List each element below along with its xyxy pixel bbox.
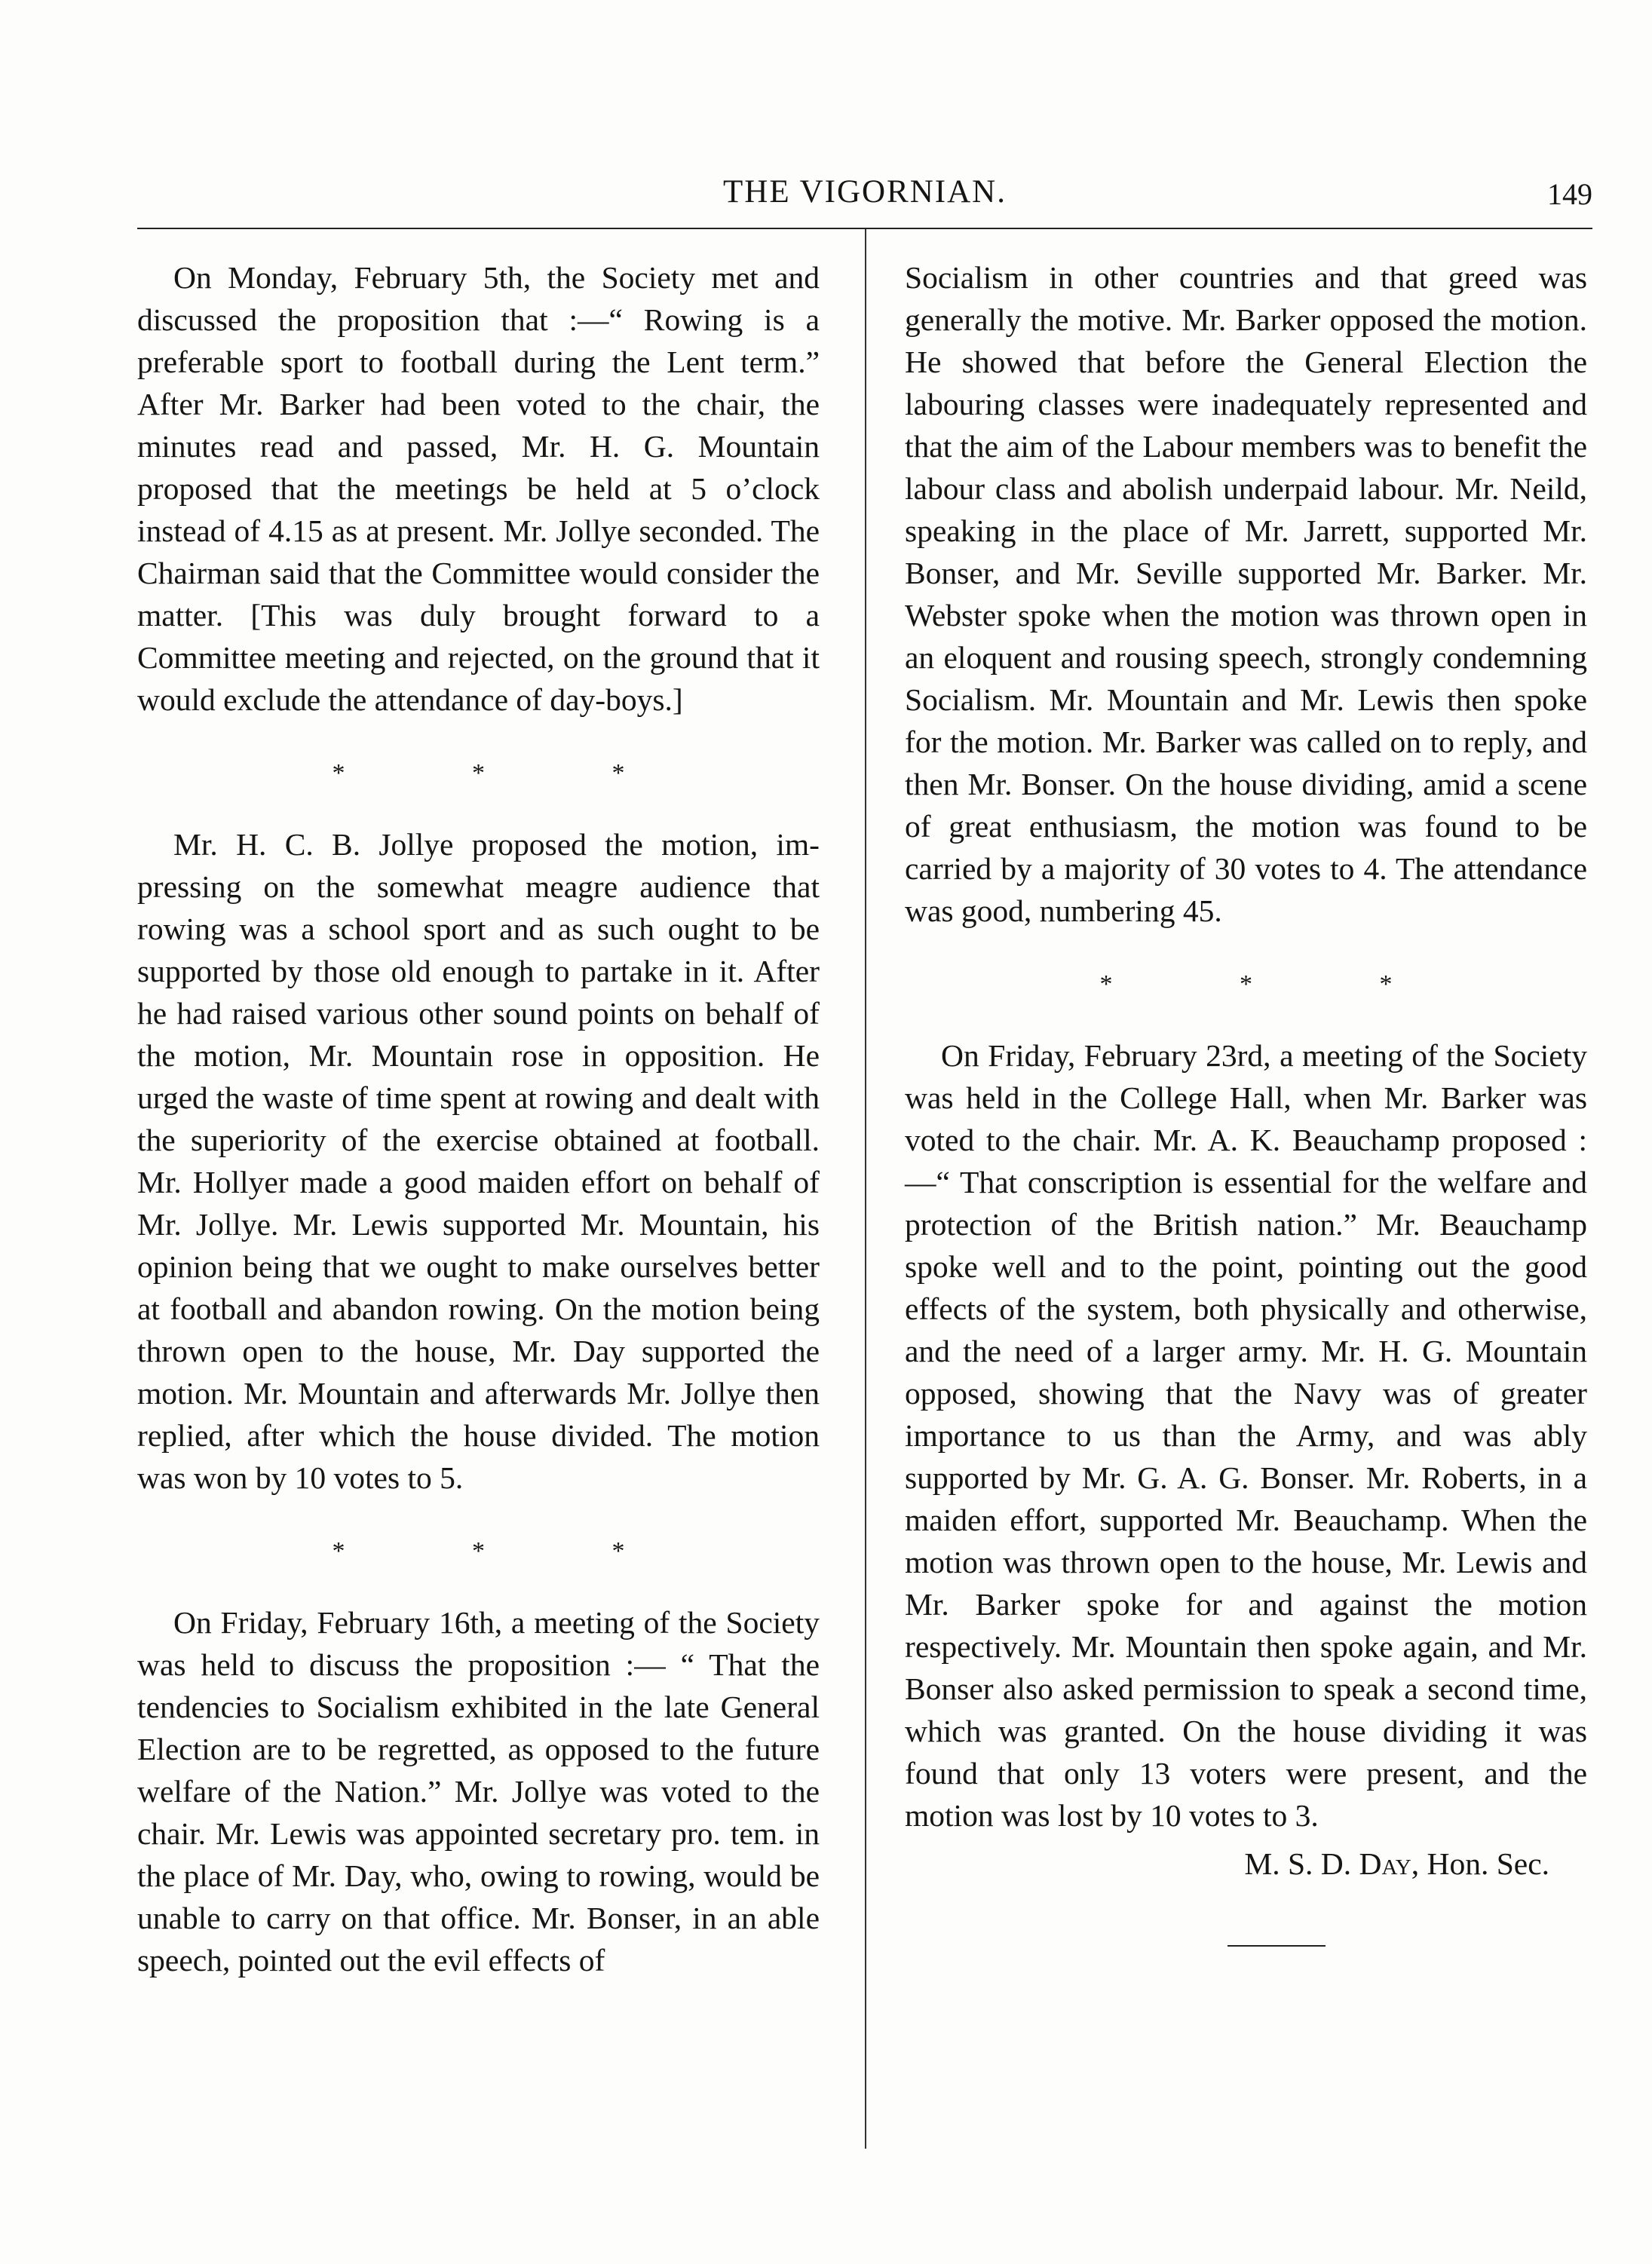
section-separator: * * * [1099, 970, 1453, 998]
page-title: THE VIGORNIAN. [723, 174, 1007, 210]
paragraph-rowing-debate: Mr. H. C. B. Jollye proposed the motion, impressing on the somewhat meagre audience that rowing was a school sport and as such ought to be supported by those old enough to partake in it. After he had raised various other sound points on behalf of the motion, Mr. Mountain rose in opposition. He urged the waste of time spent at rowing and dealt with the superiority of the exercise obtained at football. Mr. Hollyer made a good maiden effort on behalf of Mr. Jollye. Mr. Lewis supported Mr. Mountain, his opinion being that we ought to make ourselves better at football and abandon rowing. On the motion being thrown open to the house, Mr. Day supported the motion. Mr. Mountain and afterwards Mr. Jollye then replied, after which the house divided. The motion was won by 10 votes to 5. [137, 827, 820, 1495]
signature-title: Hon. Sec. [1427, 1846, 1549, 1881]
end-rule [1228, 1945, 1326, 1947]
paragraph-conscription-meeting: On Friday, February 23rd, a meeting of the Society was held in the College Hall, when Mr. Barker was voted to the chair. Mr. A. K. Beauchamp proposed :—“ That conscription is essential for the welfare and protection of the British nation.” Mr. Beauchamp spoke well and to the point, pointing out the good effects of the system, both physically and otherwise, and the need of a larger army. Mr. H. G. Mountain opposed, showing that the Navy was of greater importance to us than the Army, and was ably supported by Mr. G. A. G. Bonser. Mr. Roberts, in a maiden effort, supported Mr. Beauchamp. When the motion was thrown open to the house, Mr. Lewis and Mr. Barker spoke for and against the motion respectively. Mr. Mountain then spoke again, and Mr. Bonser also asked permission to speak a second time, which was granted. On the house dividing it was found that only 13 voters were present, and the motion was lost by 10 votes to 3. [905, 1038, 1587, 1833]
page-header [137, 169, 1592, 219]
left-column [137, 256, 820, 1981]
section-separator: * * * [332, 1537, 685, 1565]
paragraph-socialism-continued: Socialism in other countries and that greed was generally the motive. Mr. Barker opposed the motion. He showed that before the General Election the labouring classes were inadequately represented and that the aim of the Labour members was to benefit the labour class and abolish underpaid labour. Mr. Neild, speaking in the place of Mr. Jarrett, supported Mr. Bonser, and Mr. Seville supported Mr. Barker. Mr. Webster spoke when the motion was thrown open in an eloquent and rousing speech, strongly condemning Socialism. Mr. Mountain and Mr. Lewis then spoke for the motion. Mr. Barker was called on to reply, and then Mr. Bonser. On the house dividing, amid a scene of great enthusiasm, the motion was found to be carried by a majority of 30 votes to 4. The attendance was good, numbering 45. [905, 260, 1587, 928]
signature-name: M. S. D. Day, [1244, 1846, 1420, 1881]
column-divider [865, 229, 866, 2149]
page-number: 149 [1547, 177, 1592, 211]
paragraph-socialism-meeting: On Friday, February 16th, a meeting of the Society was held to discuss the proposition :— “ That the tendencies to Socialism exhibited in the late General Election are to be regretted, as opposed to the future welfare of the Nation.” Mr. Jollye was voted to the chair. Mr. Lewis was appointed secretary pro. tem. in the place of Mr. Day, who, owing to rowing, would be unable to carry on that office. Mr. Bonser, in an able speech, pointed out the evil effects of [137, 1605, 820, 1978]
section-separator: * * * [332, 759, 685, 787]
right-column [905, 256, 1587, 1947]
secretary-signature [905, 1843, 1587, 1885]
paragraph-rowing-proposition: On Monday, February 5th, the Society met and discussed the proposition that :—“ Rowing is a preferable sport to football during the Lent term.” After Mr. Barker had been voted to the chair, the minutes read and passed, Mr. H. G. Mountain proposed that the meetings be held at 5 o’clock instead of 4.15 as at present. Mr. Jollye seconded. The Chairman said that the Committee would consider the matter. [This was duly brought forward to a Committee meeting and rejected, on the ground that it would exclude the attendance of day-boys.] [137, 260, 820, 717]
